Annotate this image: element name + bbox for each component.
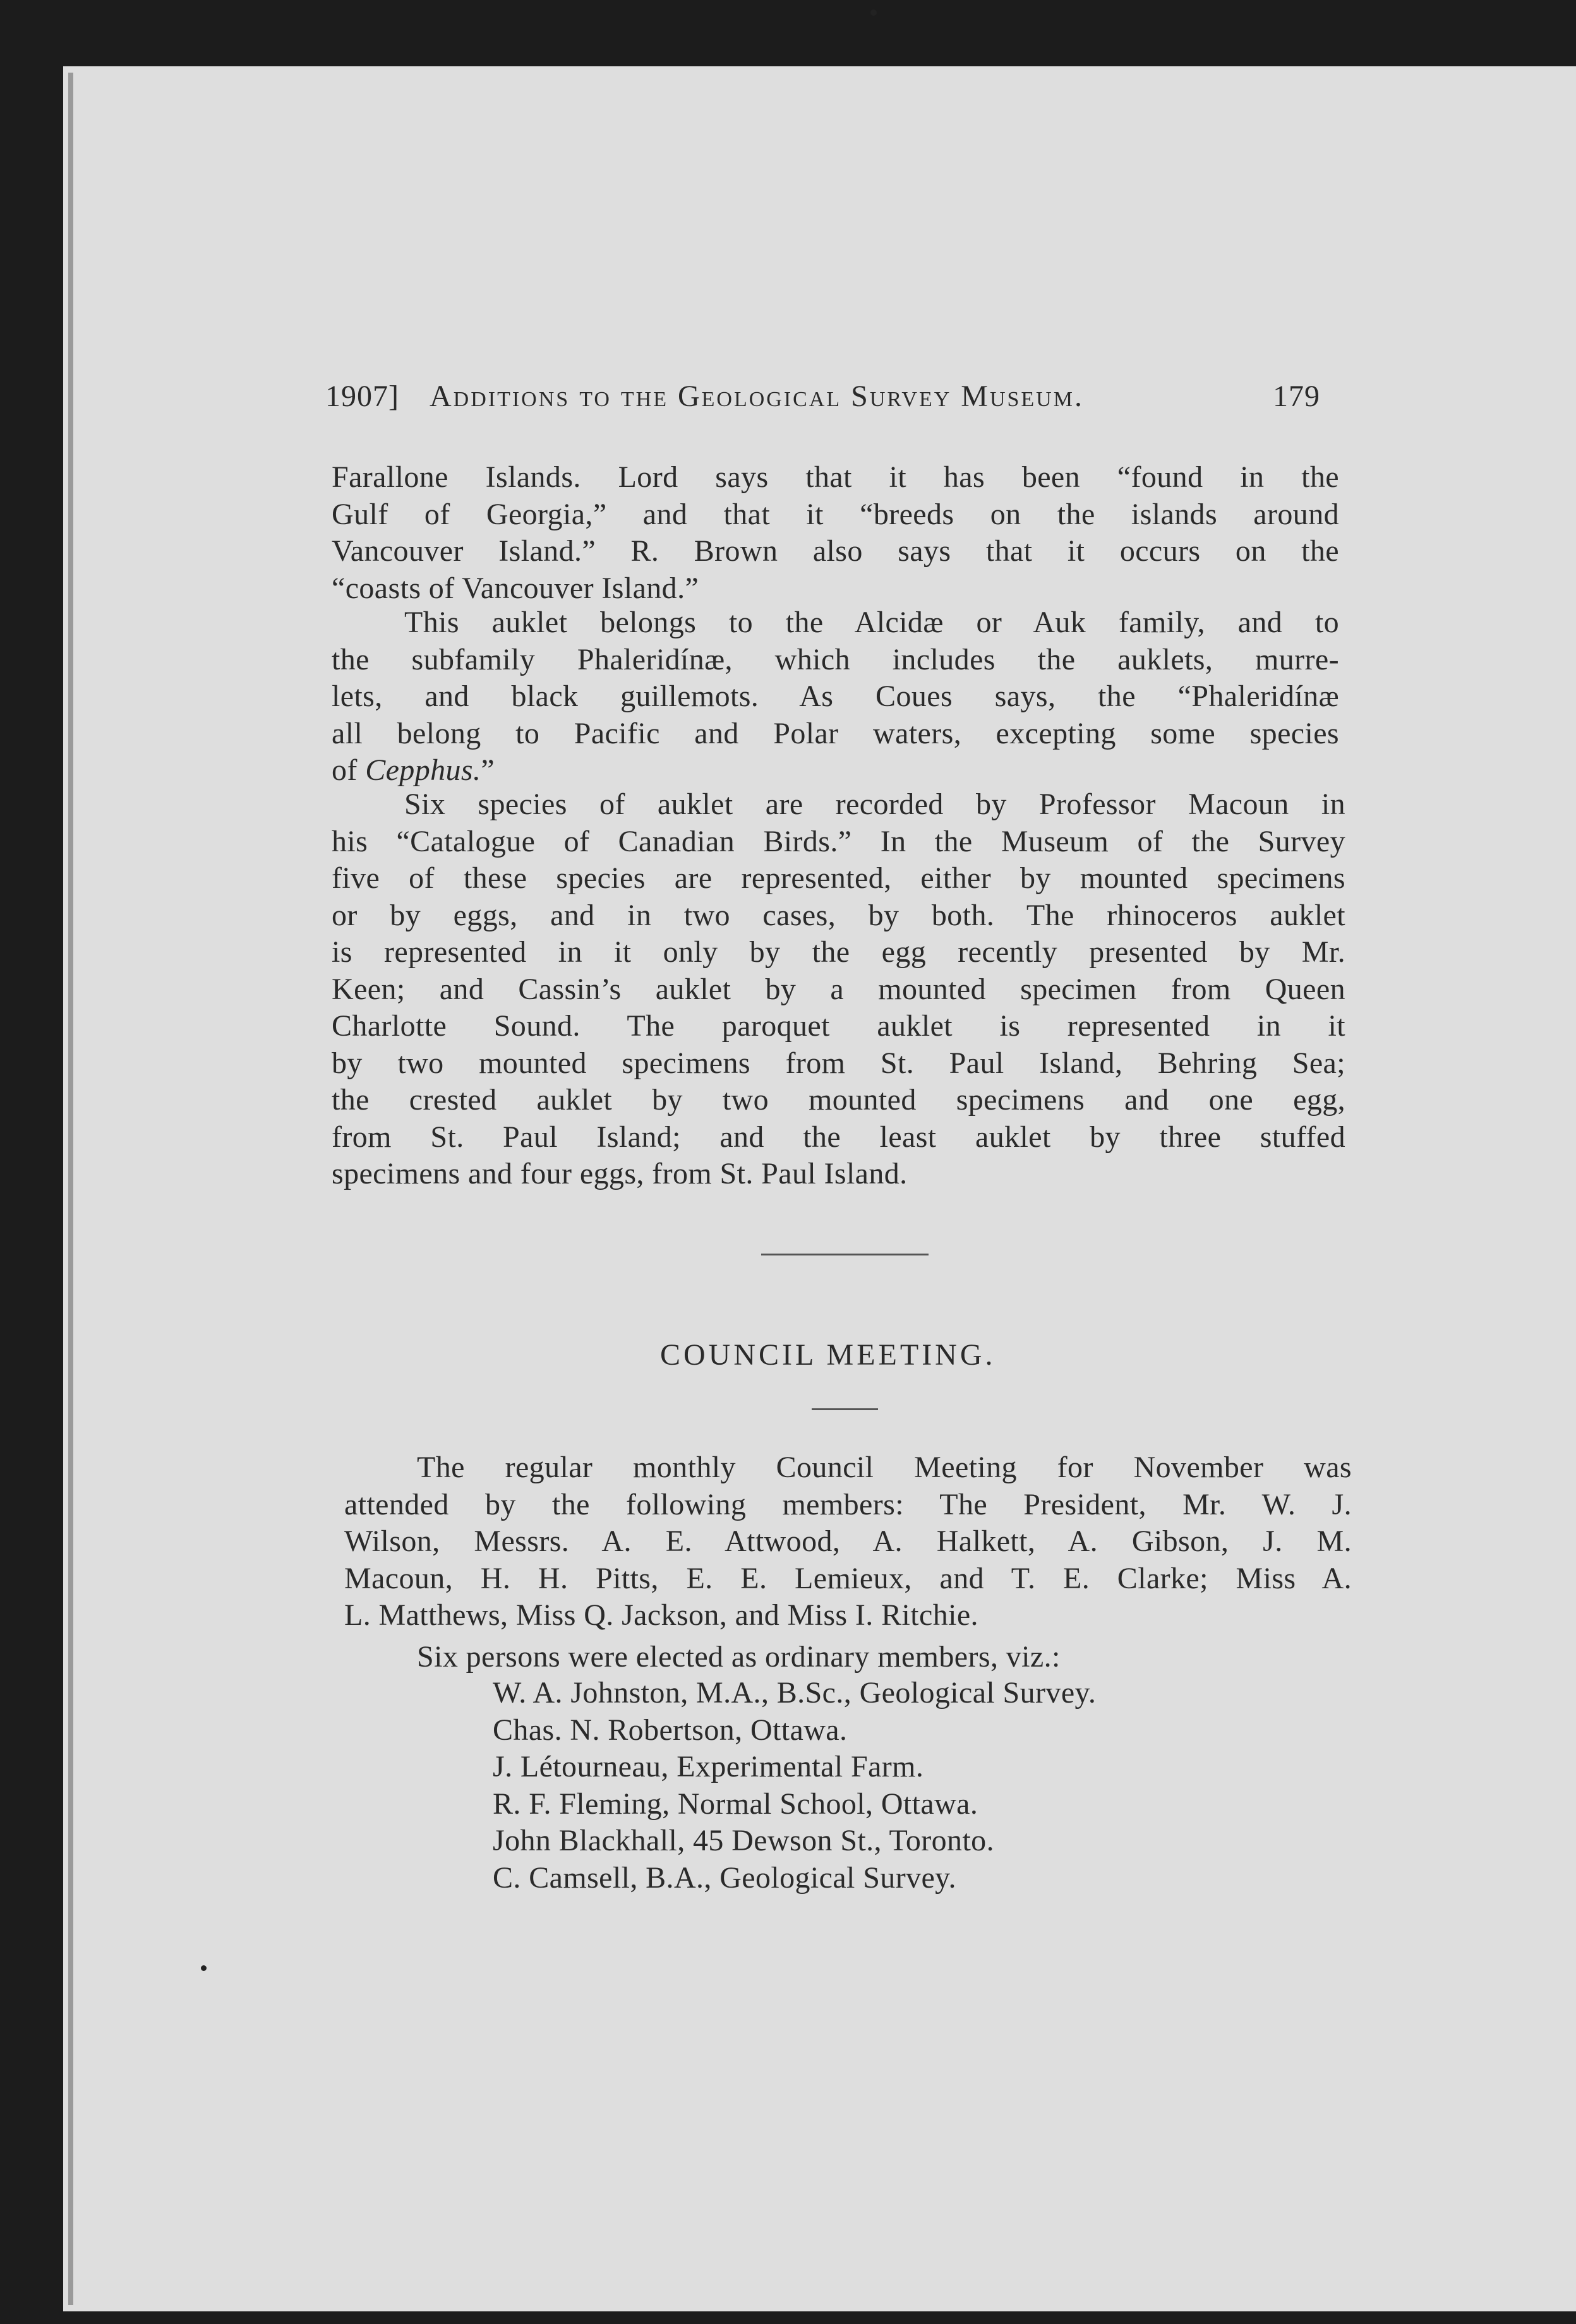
text-line: by two mounted specimens from St. Paul Island, Behring Sea; <box>332 1046 1345 1080</box>
paragraph-attendance <box>344 1449 1352 1634</box>
text-line: his “Catalogue of Canadian Birds.” In the Museum of the Survey <box>332 824 1345 858</box>
section-title: COUNCIL MEETING. <box>660 1338 996 1372</box>
text-line: the crested auklet by two mounted specimens and one egg, <box>332 1083 1345 1117</box>
scan-speck <box>201 1965 207 1971</box>
text-line: This auklet belongs to the Alcidæ or Auk family, and to <box>404 606 1339 639</box>
text-line: The regular monthly Council Meeting for November was <box>417 1451 1352 1484</box>
paragraph-alcidae <box>332 604 1339 789</box>
text-line: Six species of auklet are recorded by Professor Macoun in <box>404 788 1345 821</box>
text-line: Six persons were elected as ordinary members, viz.: <box>417 1640 1061 1674</box>
text-line: is represented in it only by the egg recently presented by Mr. <box>332 935 1345 969</box>
page-spine-edge <box>68 73 73 2305</box>
text-line: five of these species are represented, either by mounted specimens <box>332 861 1345 895</box>
paragraph-elected <box>344 1639 1229 1676</box>
text-line: attended by the following members: The President, Mr. W. J. <box>344 1487 1352 1521</box>
text-line: Keen; and Cassin’s auklet by a mounted specimen from Queen <box>332 972 1345 1006</box>
text-line: “coasts of Vancouver Island.” <box>332 571 699 605</box>
text-line: Farallone Islands. Lord says that it has been “found in the <box>332 460 1339 494</box>
header-year: 1907] <box>325 380 399 413</box>
paragraph-farallone <box>332 459 1339 607</box>
text-line: of Cepphus.” <box>332 753 495 787</box>
text-line: all belong to Pacific and Polar waters, excepting some species <box>332 716 1339 750</box>
list-item: Chas. N. Robertson, Ottawa. <box>493 1713 848 1747</box>
list-item: J. Létourneau, Experimental Farm. <box>493 1750 924 1783</box>
text-line: Vancouver Island.” R. Brown also says that it occurs on the <box>332 534 1339 568</box>
list-item: John Blackhall, 45 Dewson St., Toronto. <box>493 1824 994 1857</box>
text-line: Macoun, H. H. Pitts, E. E. Lemieux, and T. E. Clarke; Miss A. <box>344 1561 1352 1595</box>
genus-cepphus: Cepphus. <box>365 753 481 787</box>
text-line: specimens and four eggs, from St. Paul Island. <box>332 1157 908 1190</box>
text-line: Wilson, Messrs. A. E. Attwood, A. Halkett, A. Gibson, J. M. <box>344 1524 1352 1558</box>
list-item: R. F. Fleming, Normal School, Ottawa. <box>493 1787 978 1821</box>
page-number: 179 <box>1273 380 1320 413</box>
running-title: Additions to the Geological Survey Museum. <box>430 380 1084 413</box>
text-line: Charlotte Sound. The paroquet auklet is represented in it <box>332 1009 1345 1043</box>
list-item: W. A. Johnston, M.A., B.Sc., Geological Survey. <box>493 1676 1097 1710</box>
elected-members-list <box>493 1675 1096 1896</box>
text-line: from St. Paul Island; and the least auklet by three stuffed <box>332 1120 1345 1154</box>
text-line: lets, and black guillemots. As Coues says, the “Phaleridínæ <box>332 680 1339 713</box>
section-divider <box>761 1254 929 1255</box>
text-line: L. Matthews, Miss Q. Jackson, and Miss I. Ritchie. <box>344 1598 978 1632</box>
scan-speck <box>870 9 877 16</box>
list-item: C. Camsell, B.A., Geological Survey. <box>493 1860 956 1895</box>
title-underline <box>812 1408 878 1410</box>
text-line: Gulf of Georgia,” and that it “breeds on the islands around <box>332 497 1339 531</box>
text-line: the subfamily Phaleridínæ, which includes the auklets, murre- <box>332 642 1339 676</box>
paragraph-species <box>332 786 1345 1193</box>
text-line: or by eggs, and in two cases, by both. The rhinoceros auklet <box>332 898 1345 932</box>
